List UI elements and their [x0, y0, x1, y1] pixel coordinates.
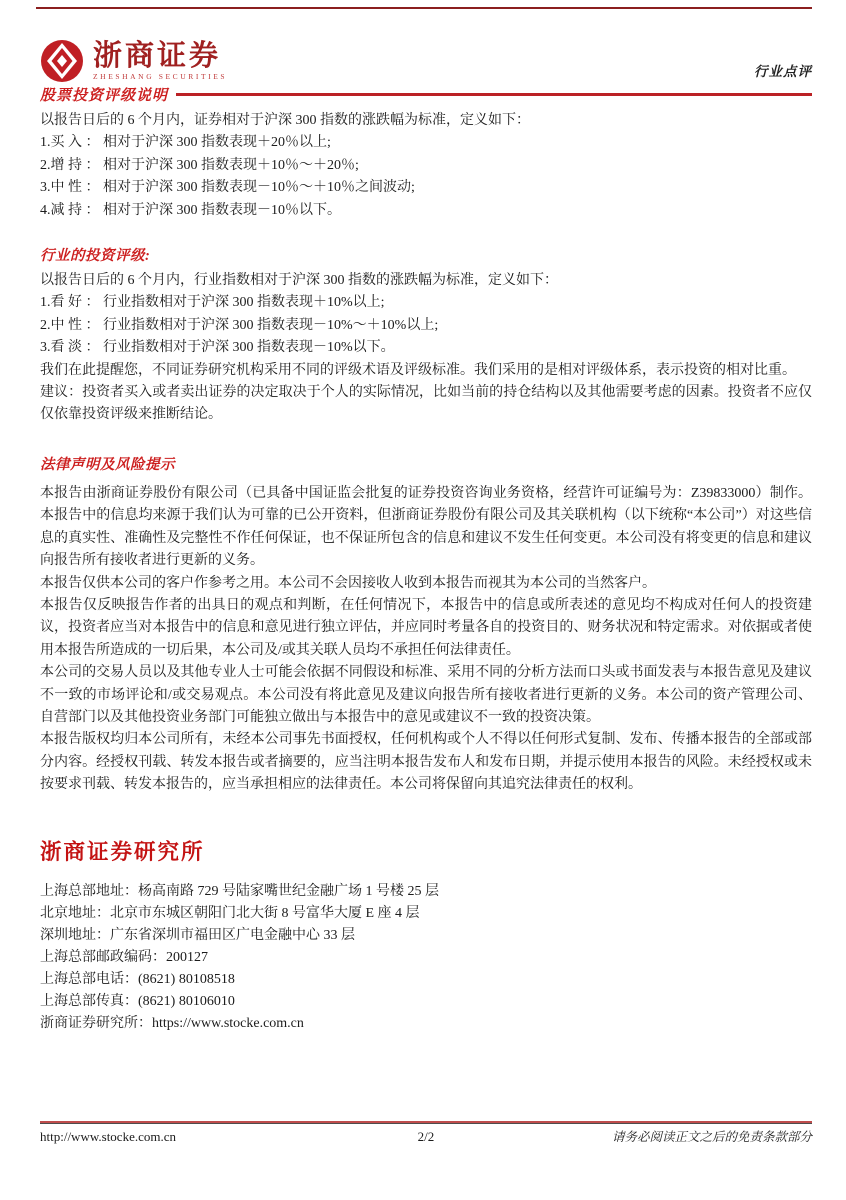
- legal-paragraph: 本公司的交易人员以及其他专业人士可能会依据不同假设和标准、采用不同的分析方法而口头或书面发表与本报告意见及建议不一致的市场评论和/或交易观点。本公司没有将此意见及建议向报告所有接收者进行更新的义务。本公司的资产管理公司、自营部门以及其他投资业务部门可能独立做出与本报告中的意见或建议不一致的投资决策。: [40, 665, 812, 725]
- legal-paragraph: 本报告由浙商证券股份有限公司（已具备中国证监会批复的证券投资咨询业务资格，经营许可证编号为：Z39833000）制作。本报告中的信息均来源于我们认为可靠的已公开资料，但浙商证券股份有限公司及其关联机构（以下统称“本公司”）对这些信息的真实性、准确性及完整性不作任何保证，也不保证所包含的信息和建议不发生任何变更。本公司没有将变更的信息和建议向报告所有接收者进行更新的义务。: [40, 485, 812, 569]
- stock-rating-item: 1.买 入 ： 相对于沪深 300 指数表现＋20％以上;: [40, 135, 331, 151]
- logo-name-en: ZHESHANG SECURITIES: [93, 72, 228, 82]
- top-rule: [36, 7, 812, 9]
- legal-title: 法律声明及风险提示: [40, 456, 175, 473]
- stock-rating-item: 4.减 持 ： 相对于沪深 300 指数表现－10％以下。: [40, 202, 341, 218]
- report-type-label: 行业点评: [754, 64, 812, 79]
- page-header: [40, 37, 812, 83]
- footer-rule: [40, 1121, 812, 1124]
- institute-address-shanghai: 上海总部地址：杨高南路 729 号陆家嘴世纪金融广场 1 号楼 25 层: [40, 883, 439, 899]
- stock-rating-title: 股票投资评级说明: [40, 88, 169, 104]
- industry-rating-item: 2.中 性 ： 行业指数相对于沪深 300 指数表现－10%～＋10%以上;: [40, 317, 439, 333]
- zheshang-emblem-icon: [40, 39, 84, 83]
- institute-website-link[interactable]: 浙商证券研究所：https://www.stocke.com.cn: [40, 1015, 304, 1031]
- legal-paragraph: 本报告仅反映报告作者的出具日的观点和判断，在任何情况下，本报告中的信息或所表述的意见均不构成对任何人的投资建议，投资者应当对本报告中的信息和意见进行独立评估，并应同时考量各自的投资目的、财务状况和特定需求。对依据或者使用本报告所造成的一切后果，本公司及/或其关联人员均不承担任何法律责任。: [40, 597, 812, 658]
- footer-url-link[interactable]: http://www.stocke.com.cn: [40, 1129, 176, 1144]
- stock-rating-intro: 以报告日后的 6 个月内，证券相对于沪深 300 指数的涨跌幅为标准，定义如下：: [40, 113, 530, 128]
- industry-rating-item: 3.看 淡 ： 行业指数相对于沪深 300 指数表现－10%以下。: [40, 340, 395, 356]
- institute-postcode: 上海总部邮政编码：200127: [40, 949, 208, 965]
- stock-rating-header: [40, 84, 812, 105]
- industry-rating-intro: 以报告日后的 6 个月内，行业指数相对于沪深 300 指数的涨跌幅为标准，定义如下：: [40, 273, 558, 289]
- institute-address-beijing: 北京地址：北京市东城区朝阳门北大街 8 号富华大厦 E 座 4 层: [40, 905, 420, 921]
- institute-phone: 上海总部电话：(8621) 80108518: [40, 971, 235, 987]
- industry-rating-item: 1.看 好 ： 行业指数相对于沪深 300 指数表现＋10%以上;: [40, 295, 385, 311]
- stock-rating-item: 2.增 持 ： 相对于沪深 300 指数表现＋10％～＋20％;: [40, 157, 359, 173]
- header-rule: [176, 93, 812, 96]
- institute-contact-block: [40, 881, 812, 1035]
- legal-paragraph: 本报告仅供本公司的客户作参考之用。本公司不会因接收人收到本报告而视其为本公司的当然客户。: [40, 575, 656, 591]
- page-number: 2/2: [417, 1129, 435, 1144]
- company-logo: [40, 39, 227, 83]
- institute-address-shenzhen: 深圳地址：广东省深圳市福田区广电金融中心 33 层: [40, 927, 355, 943]
- page-footer: [40, 1121, 812, 1145]
- rating-advice: 建议：投资者买入或者卖出证券的决定取决于个人的实际情况，比如当前的持仓结构以及其他需要考虑的因素。投资者不应仅仅依靠投资评级来推断结论。: [40, 385, 812, 423]
- legal-paragraph: 本报告版权均归本公司所有，未经本公司事先书面授权，任何机构或个人不得以任何形式复制、发布、传播本报告的全部或部分内容。经授权刊载、转发本报告或者摘要的，应当注明本报告发布人和发布日期，并提示使用本报告的风险。未经授权或未按要求刊载、转发本报告的，应当承担相应的法律责任。本公司将保留向其追究法律责任的权利。: [40, 732, 812, 793]
- logo-text: [93, 41, 227, 81]
- industry-rating-title: 行业的投资评级:: [40, 248, 151, 265]
- institute-fax: 上海总部传真：(8621) 80106010: [40, 993, 235, 1009]
- stock-rating-item: 3.中 性 ： 相对于沪深 300 指数表现－10％～＋10％之间波动;: [40, 180, 415, 196]
- logo-name-cn: 浙商证券: [93, 39, 222, 72]
- rating-note: 我们在此提醒您，不同证券研究机构采用不同的评级术语及评级标准。我们采用的是相对评级体系，表示投资的相对比重。: [40, 362, 796, 378]
- institute-title: 浙商证券研究所: [40, 839, 205, 864]
- footer-disclaimer-text: 请务必阅读正文之后的免责条款部分: [611, 1130, 812, 1144]
